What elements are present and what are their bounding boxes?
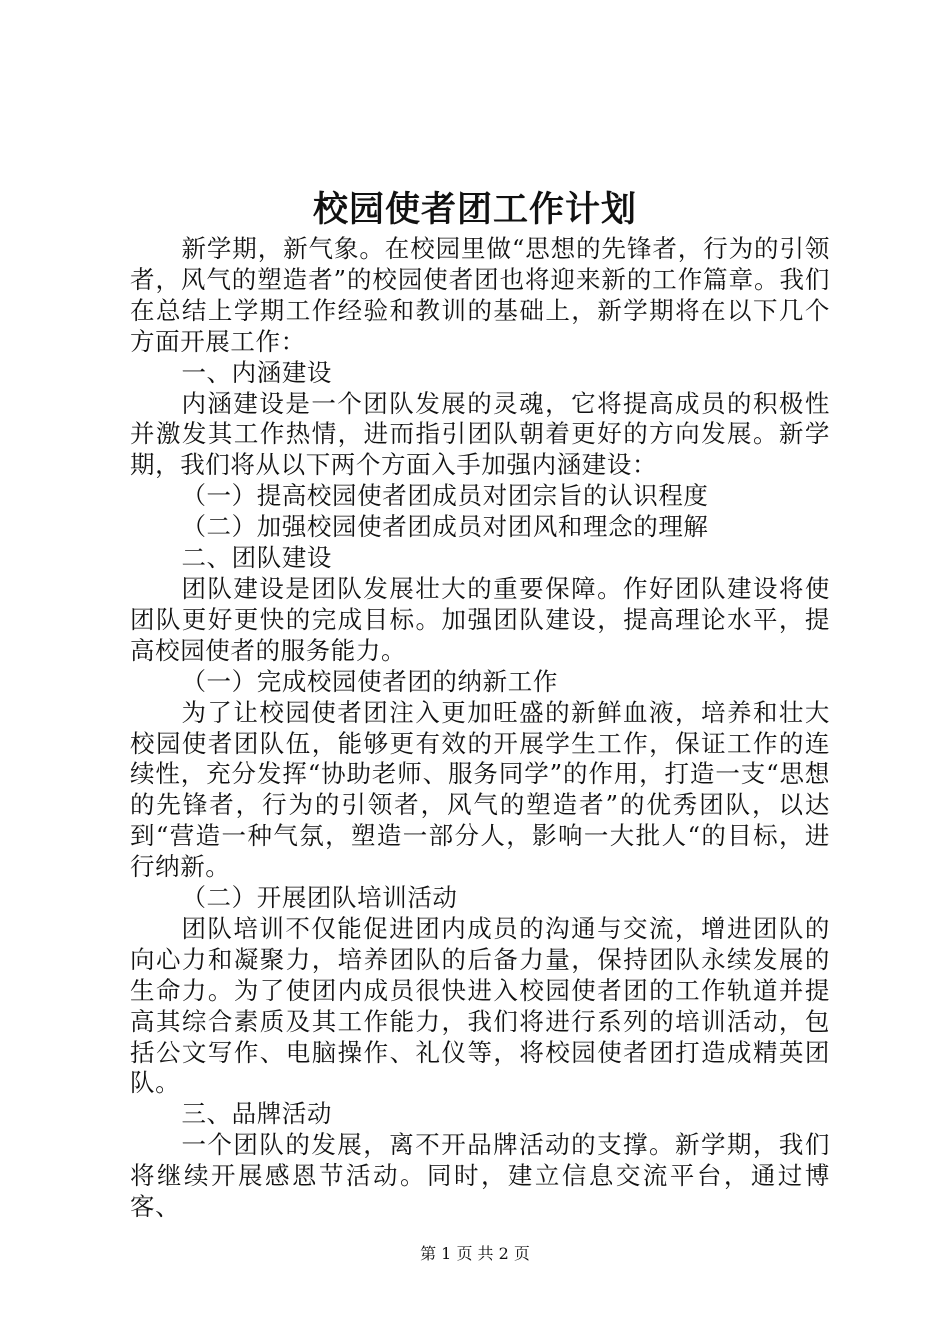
- section-2-subheading-1: （一）完成校园使者团的纳新工作: [181, 666, 558, 696]
- document-body: [130, 234, 830, 1223]
- document-title: 校园使者团工作计划: [312, 189, 637, 230]
- section-2-subheading-2: （二）开展团队培训活动: [181, 883, 458, 913]
- page-footer: 第 1 页 共 2 页: [420, 1244, 530, 1263]
- section-2-paragraph: 团队建设是团队发展壮大的重要保障。作好团队建设将使团队更好更快的完成目标。加强团队建设，提高理论水平，提高校园使者的服务能力。: [130, 573, 830, 665]
- section-1-item-2: （二）加强校园使者团成员对团风和理念的理解: [181, 512, 709, 542]
- section-2-sub-2-paragraph: 团队培训不仅能促进团内成员的沟通与交流，增进团队的向心力和凝聚力，培养团队的后备力量，保持团队永续发展的生命力。为了使团内成员很快进入校园使者团的工作轨道并提高其综合素质及其工作能力，我们将进行系列的培训活动，包括公文写作、电脑操作、礼仪等，将校园使者团打造成精英团队。: [130, 913, 830, 1098]
- section-heading-3: 三、品牌活动: [181, 1099, 333, 1129]
- section-1-item-1: （一）提高校园使者团成员对团宗旨的认识程度: [181, 481, 709, 511]
- intro-paragraph: 新学期，新气象。在校园里做“思想的先锋者，行为的引领者，风气的塑造者”的校园使者团也将迎来新的工作篇章。我们在总结上学期工作经验和教训的基础上，新学期将在以下几个方面开展工作：: [130, 234, 830, 356]
- section-2-sub-1-paragraph: 为了让校园使者团注入更加旺盛的新鲜血液，培养和壮大校园使者团队伍，能够更有效的开展学生工作，保证工作的连续性，充分发挥“协助老师、服务同学”的作用，打造一支“思想的先锋者，行为的引领者，风气的塑造者”的优秀团队，以达到“营造一种气氛，塑造一部分人，影响一大批人“的目标，进行纳新。: [130, 697, 830, 882]
- section-1-paragraph: 内涵建设是一个团队发展的灵魂，它将提高成员的积极性并激发其工作热情，进而指引团队朝着更好的方向发展。新学期，我们将从以下两个方面入手加强内涵建设：: [130, 388, 830, 480]
- section-3-paragraph: 一个团队的发展，离不开品牌活动的支撑。新学期，我们将继续开展感恩节活动。同时，建立信息交流平台，通过博客、: [130, 1130, 830, 1222]
- section-heading-1: 一、内涵建设: [181, 357, 333, 387]
- section-heading-2: 二、团队建设: [181, 543, 333, 573]
